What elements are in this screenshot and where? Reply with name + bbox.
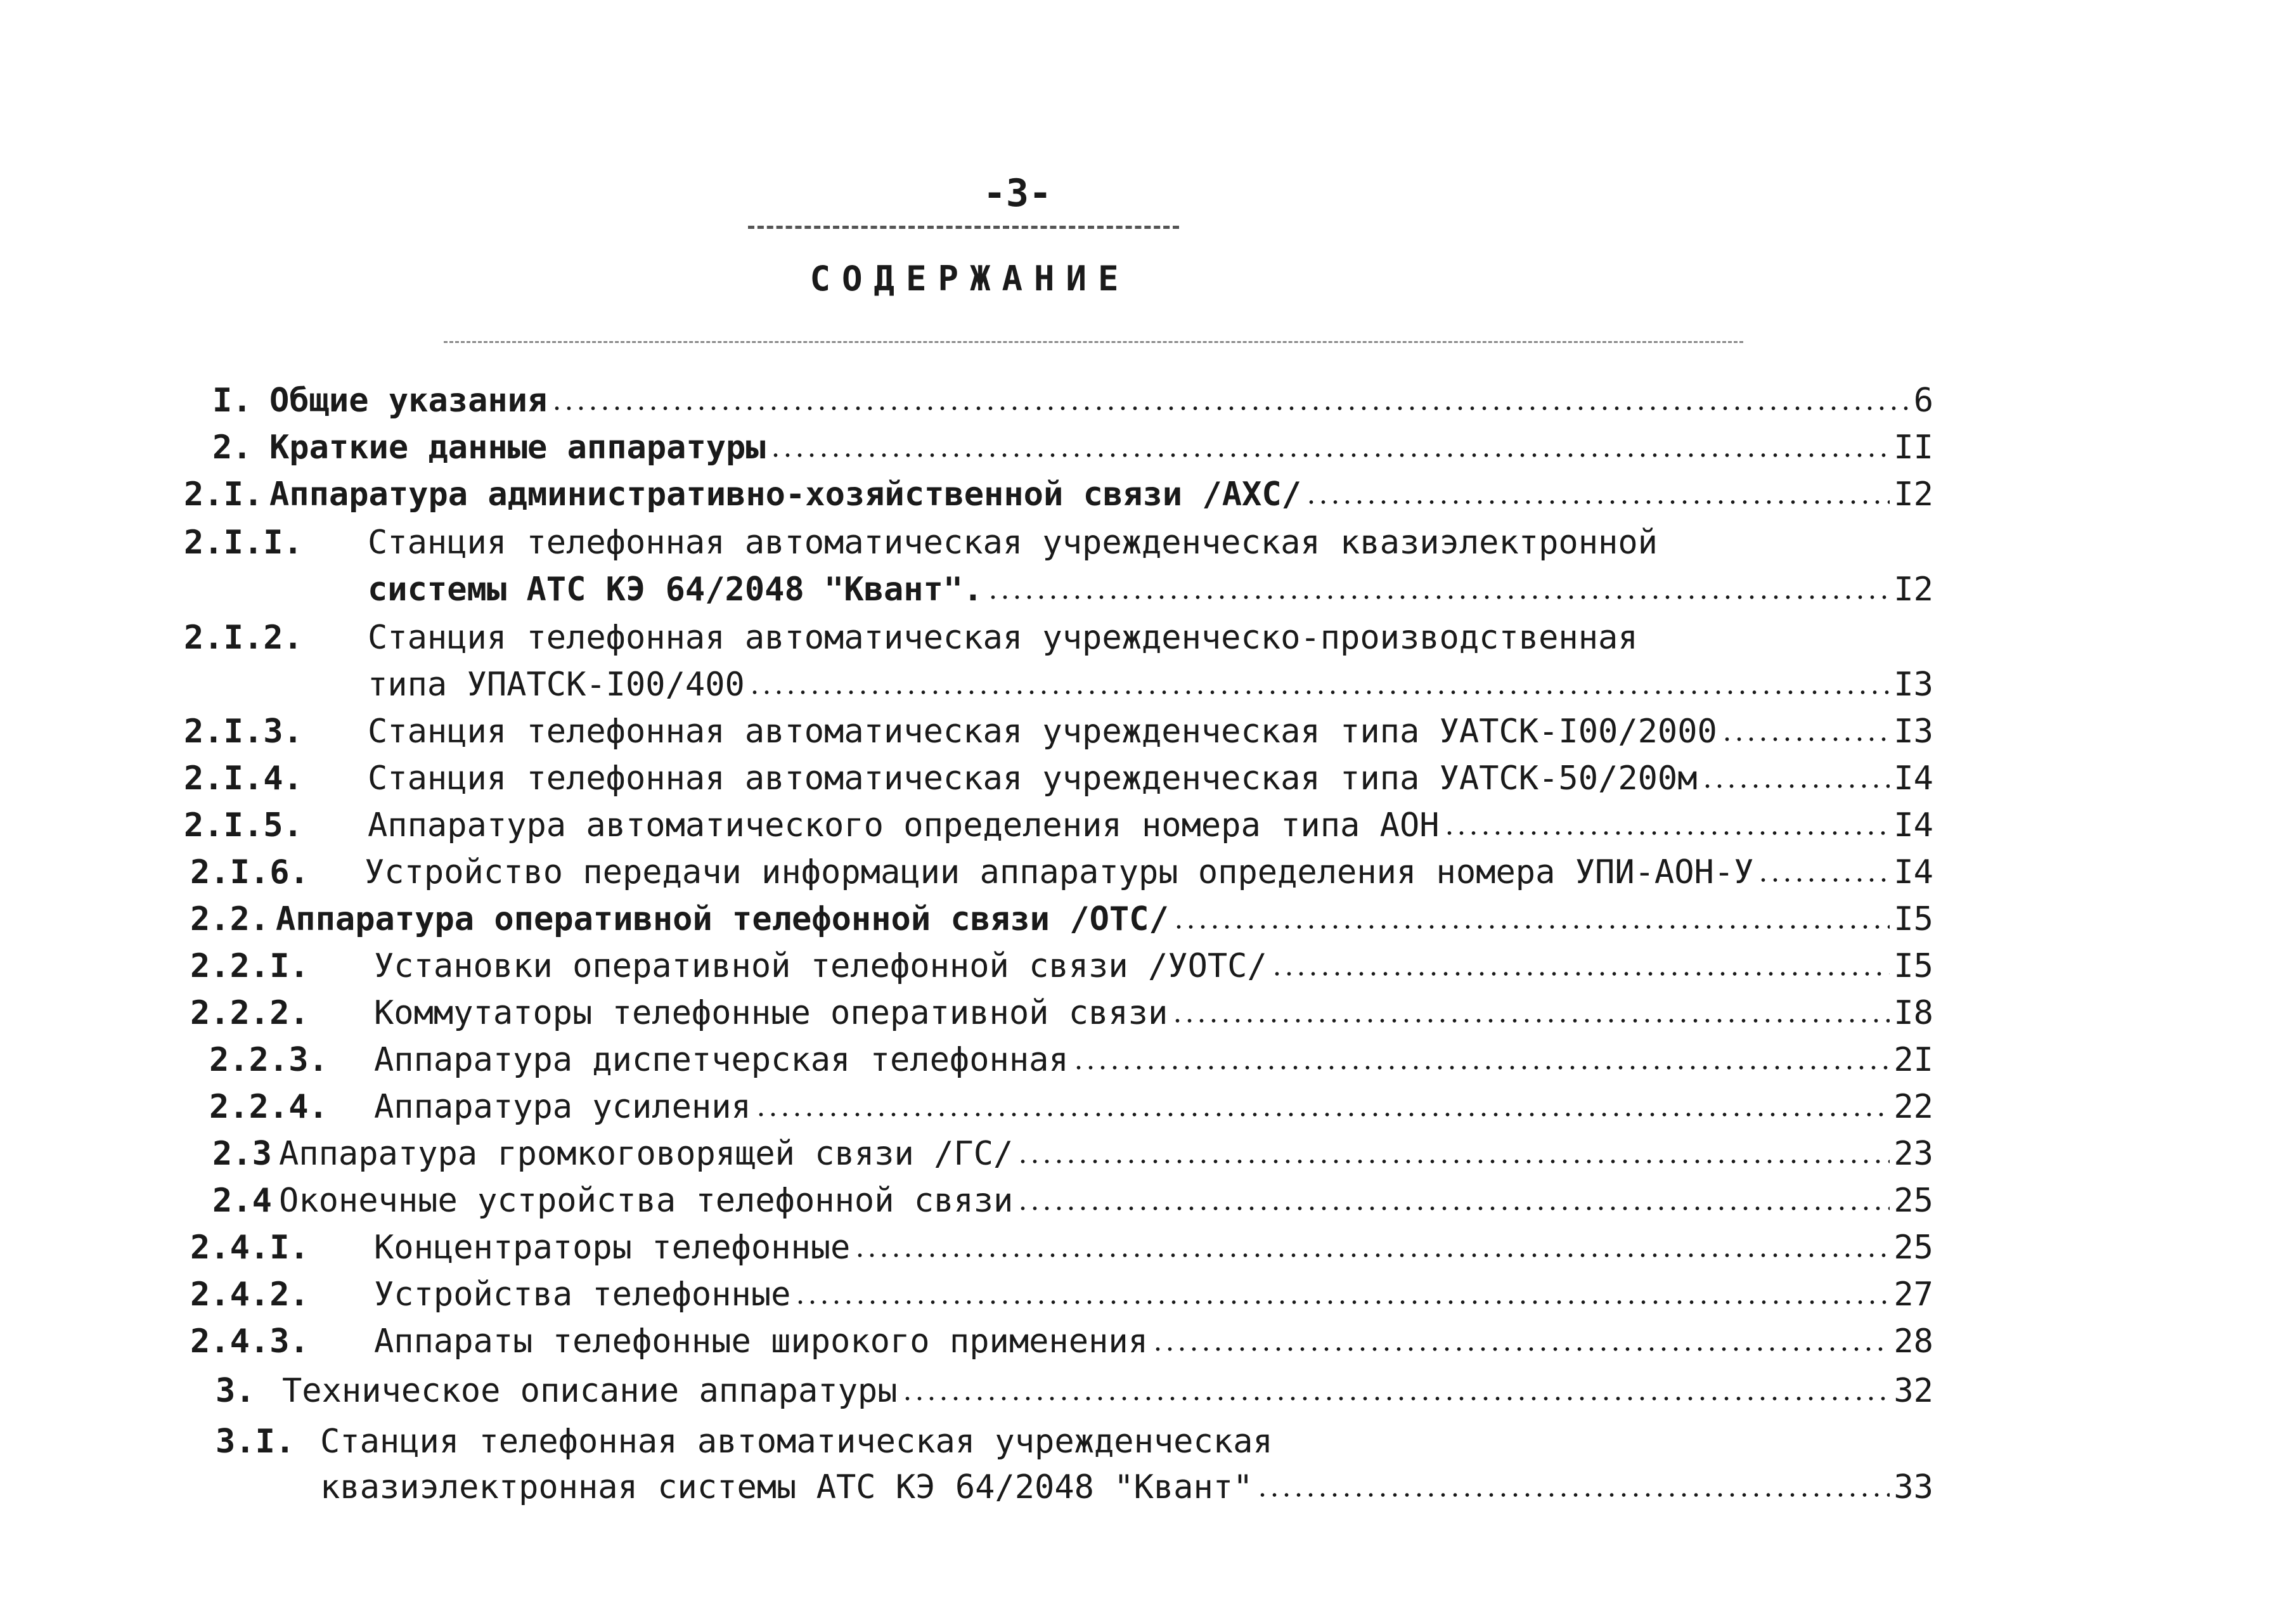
dot-leader (1721, 737, 1890, 742)
toc-entry-page: I5 (1893, 947, 1933, 985)
toc-entry-page: 28 (1893, 1322, 1933, 1361)
toc-entry-page: I8 (1893, 994, 1933, 1032)
toc-entry-title: Аппаратура автоматического определения номера типа АОН (368, 806, 1440, 844)
toc-entry-title-continued: типа УПАТСК-I00/400 (368, 666, 745, 704)
toc-entry-title: Аппаратура оперативной телефонной связи /ОТС/ (276, 900, 1169, 938)
dot-leader (1701, 784, 1890, 789)
toc-entry-number: 2.I.2. (184, 619, 303, 657)
toc-entry[interactable] (0, 1135, 2296, 1173)
dot-leader (1443, 831, 1890, 836)
toc-entry-number: 2.I.4. (184, 760, 303, 798)
toc-entry-number: 2.I.3. (184, 713, 303, 751)
toc-entry-title: Станция телефонная автоматическая учрежденческая типа УАТСК-I00/2000 (368, 713, 1717, 751)
toc-entry-page: 25 (1893, 1229, 1933, 1267)
toc-entry-number: 2.I.5. (184, 806, 303, 844)
dot-leader (749, 690, 1890, 695)
toc-entry-page: 33 (1893, 1468, 1933, 1506)
dot-leader (1757, 877, 1890, 883)
toc-entry-page: I3 (1893, 666, 1933, 704)
toc-entry-number: 2.2. (190, 900, 270, 938)
toc-entry-title: Концентраторы телефонные (374, 1229, 851, 1267)
toc-entry[interactable] (0, 1041, 2296, 1079)
toc-entry-title: Техническое описание аппаратуры (282, 1372, 898, 1410)
toc-entry[interactable] (0, 900, 2296, 938)
dot-leader (755, 1112, 1890, 1117)
dot-leader (551, 406, 1909, 411)
toc-entry-page: I2 (1893, 571, 1933, 609)
toc-entry-page: I4 (1893, 806, 1933, 844)
toc-entry-title: Станция телефонная автоматическая учрежденческая квазиэлектронной (368, 524, 1658, 562)
title-underline (444, 341, 1743, 343)
toc-entry-number: 2.2.2. (190, 994, 309, 1032)
toc-entry-page: I2 (1893, 475, 1933, 514)
toc-entry[interactable] (0, 994, 2296, 1032)
toc-entry-number: 2.2.3. (209, 1041, 328, 1079)
toc-entry[interactable] (0, 1088, 2296, 1126)
toc-entry-number: 3. (216, 1372, 255, 1410)
toc-entry[interactable] (0, 1372, 2296, 1410)
toc-entry-number: 2.2.4. (209, 1088, 328, 1126)
toc-entry-title: Аппаратура административно-хозяйственной связи /АХС/ (269, 475, 1301, 514)
toc-entry-number: 2.3 (212, 1135, 272, 1173)
dot-leader (854, 1253, 1890, 1258)
dot-leader (1171, 1018, 1890, 1023)
dot-leader (1173, 924, 1890, 929)
dot-leader (770, 453, 1890, 458)
dot-leader (1017, 1206, 1890, 1211)
toc-entry-title-continued: системы АТС КЭ 64/2048 "Квант". (368, 571, 983, 609)
toc-entry-title: Установки оперативной телефонной связи /УОТС/ (374, 947, 1267, 985)
toc-entry-number: I. (212, 382, 252, 420)
dot-leader (987, 595, 1890, 600)
toc-entry-title: Устройство передачи информации аппаратуры определения номера УПИ-АОН-У (364, 853, 1754, 891)
toc-entry[interactable] (0, 1229, 2296, 1267)
toc-entry[interactable] (0, 1322, 2296, 1361)
toc-entry-title: Аппаратура диспетчерская телефонная (374, 1041, 1069, 1079)
toc-entry-title: Устройства телефонные (374, 1276, 791, 1314)
toc-entry[interactable] (0, 853, 2296, 891)
toc-entry[interactable] (0, 1276, 2296, 1314)
toc-entry-page: 2I (1893, 1041, 1933, 1079)
dot-leader (1017, 1159, 1890, 1164)
toc-entry-number: 2.4.3. (190, 1322, 309, 1361)
toc-entry-title: Станция телефонная автоматическая учрежденческая типа УАТСК-50/200м (368, 760, 1698, 798)
toc-entry-page: 22 (1893, 1088, 1933, 1126)
toc-entry[interactable] (0, 713, 2296, 751)
toc-entry-number: 2.2.I. (190, 947, 309, 985)
toc-entry-number: 2.I. (184, 475, 264, 514)
dot-leader (1271, 971, 1890, 976)
header-rule (748, 226, 1179, 229)
toc-entry-title: Станция телефонная автоматическая учрежденческая (320, 1423, 1273, 1461)
toc-entry[interactable] (0, 1182, 2296, 1220)
toc-entry-title-continued: квазиэлектронная системы АТС КЭ 64/2048 "Квант" (320, 1468, 1253, 1506)
dot-leader (1073, 1065, 1890, 1070)
toc-entry-number: 2.I.I. (184, 524, 303, 562)
page-number: -3- (983, 171, 1052, 216)
toc-entry-page: I3 (1893, 713, 1933, 751)
toc-entry-title: Аппаратура усиления (374, 1088, 751, 1126)
toc-entry-title: Оконечные устройства телефонной связи (279, 1182, 1014, 1220)
toc-entry[interactable] (0, 806, 2296, 844)
dot-leader (901, 1396, 1890, 1401)
toc-entry-title: Коммутаторы телефонные оперативной связи (374, 994, 1168, 1032)
toc-entry[interactable] (0, 475, 2296, 514)
dot-leader (1152, 1347, 1890, 1352)
toc-entry[interactable] (0, 760, 2296, 798)
toc-entry-title: Краткие данные аппаратуры (269, 429, 766, 467)
toc-entry-number: 2.4 (212, 1182, 272, 1220)
page-title: СОДЕРЖАНИЕ (809, 259, 1130, 299)
toc-entry-page: 27 (1893, 1276, 1933, 1314)
toc-entry-page: 32 (1893, 1372, 1933, 1410)
toc-entry-number: 3.I. (216, 1423, 295, 1461)
toc-entry-number: 2. (212, 429, 252, 467)
dot-leader (1305, 500, 1890, 505)
toc-entry-page: 6 (1913, 382, 1933, 420)
dot-leader (1256, 1492, 1890, 1497)
toc-entry-number: 2.I.6. (190, 853, 309, 891)
toc-entry[interactable] (0, 429, 2296, 467)
toc-entry-page: II (1893, 429, 1933, 467)
toc-entry-number: 2.4.I. (190, 1229, 309, 1267)
toc-entry-page: I5 (1893, 900, 1933, 938)
toc-entry-title: Станция телефонная автоматическая учрежденческо-производственная (368, 619, 1638, 657)
toc-entry-page: I4 (1893, 853, 1933, 891)
toc-entry-title: Общие указания (269, 382, 548, 420)
toc-entry[interactable] (0, 382, 2296, 420)
toc-entry-page: 25 (1893, 1182, 1933, 1220)
toc-entry[interactable] (0, 1423, 2296, 1518)
toc-entry[interactable] (0, 947, 2296, 985)
toc-entry-title: Аппаратура громкоговорящей связи /ГС/ (279, 1135, 1014, 1173)
toc-entry-number: 2.4.2. (190, 1276, 309, 1314)
toc-entry[interactable] (0, 524, 2296, 619)
dot-leader (794, 1300, 1890, 1305)
toc-entry[interactable] (0, 619, 2296, 714)
toc-entry-title: Аппараты телефонные широкого применения (374, 1322, 1148, 1361)
toc-entry-page: 23 (1893, 1135, 1933, 1173)
toc-entry-page: I4 (1893, 760, 1933, 798)
